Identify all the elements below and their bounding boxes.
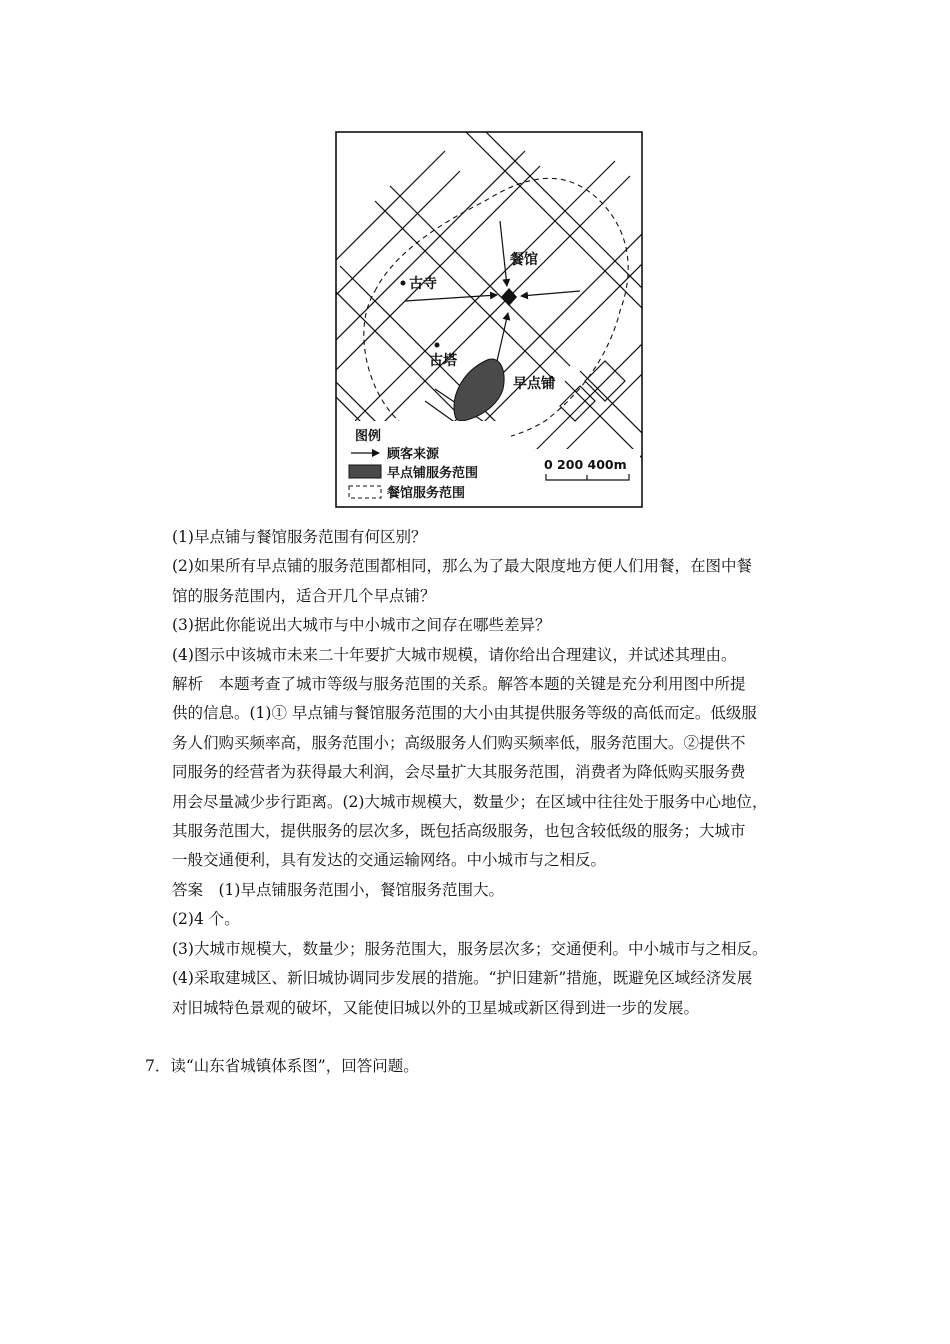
analysis-line-3: 务人们购买频率高，服务范围小；高级服务人们购买频率低，服务范围大。②提供不 — [172, 733, 746, 752]
question-7: 7．读“山东省城镇体系图”，回答问题。 — [145, 1057, 419, 1075]
analysis-line-1: 解析 本题考查了城市等级与服务范围的关系。解答本题的关键是充分利用图中所提 — [172, 675, 746, 694]
question-1: (1)早点铺与餐馆服务范围有何区别？ — [172, 528, 427, 546]
analysis-line-2: 供的信息。(1)① 早点铺与餐馆服务范围的大小由其提供服务等级的高低而定。低级服 — [172, 704, 757, 723]
question-4: (4)图示中该城市未来二十年要扩大城市规模，请你给出合理建议，并试述其理由。 — [172, 645, 737, 664]
scale-ticks: 0 200 400m — [544, 457, 627, 472]
breakfast-shop-label: 早点铺 — [513, 376, 555, 392]
legend-restaurant-label: 餐馆服务范围 — [387, 486, 466, 501]
analysis-line-4: 同服务的经营者为获得最大利润，会尽量扩大其服务范围，消费者为降低购买服务费 — [172, 763, 746, 782]
restaurant-service-map — [335, 131, 643, 508]
temple-dot — [401, 281, 406, 286]
restaurant-label: 餐馆 — [510, 252, 538, 268]
answer-4-line-2: 对旧城特色景观的破坏，又能使旧城以外的卫星城或新区得到进一步的发展。 — [172, 998, 700, 1017]
answer-2: (2)4 个。 — [172, 910, 240, 929]
pagoda-dot — [435, 343, 440, 348]
breakfast-service-area — [454, 359, 504, 421]
street-grid — [335, 131, 643, 466]
question-and-answer-block — [172, 523, 822, 1023]
legend-breakfast-label: 早点铺服务范围 — [387, 466, 479, 481]
question-2-line-2: 馆的服务范围内，适合开几个早点铺？ — [172, 586, 436, 605]
answer-1: 答案 (1)早点铺服务范围小，餐馆服务范围大。 — [172, 880, 504, 899]
answer-3: (3)大城市规模大，数量少；服务范围大，服务层次多；交通便利。中小城市与之相反。 — [172, 939, 768, 958]
legend-arrow-label: 顾客来源 — [387, 447, 440, 462]
question-3: (3)据此你能说出大城市与中小城市之间存在哪些差异？ — [172, 616, 551, 635]
legend-title: 图例 — [355, 429, 382, 444]
pagoda-label: 古塔 — [429, 353, 457, 369]
analysis-line-7: 一般交通便利，具有发达的交通运输网络。中小城市与之相反。 — [172, 851, 607, 870]
temple-label: 古寺 — [409, 276, 437, 292]
answer-4-line-1: (4)采取建城区、新旧城协调同步发展的措施。“护旧建新”措施，既避免区域经济发展 — [172, 969, 753, 988]
analysis-line-6: 其服务范围大，提供服务的层次多，既包括高级服务，也包含较低级的服务；大城市 — [172, 822, 746, 841]
analysis-line-5: 用会尽量减少步行距离。(2)大城市规模大，数量少；在区域中往往处于服务中心地位， — [172, 792, 768, 811]
question-2-line-1: (2)如果所有早点铺的服务范围都相同，那么为了最大限度地方便人们用餐，在图中餐 — [172, 557, 752, 576]
